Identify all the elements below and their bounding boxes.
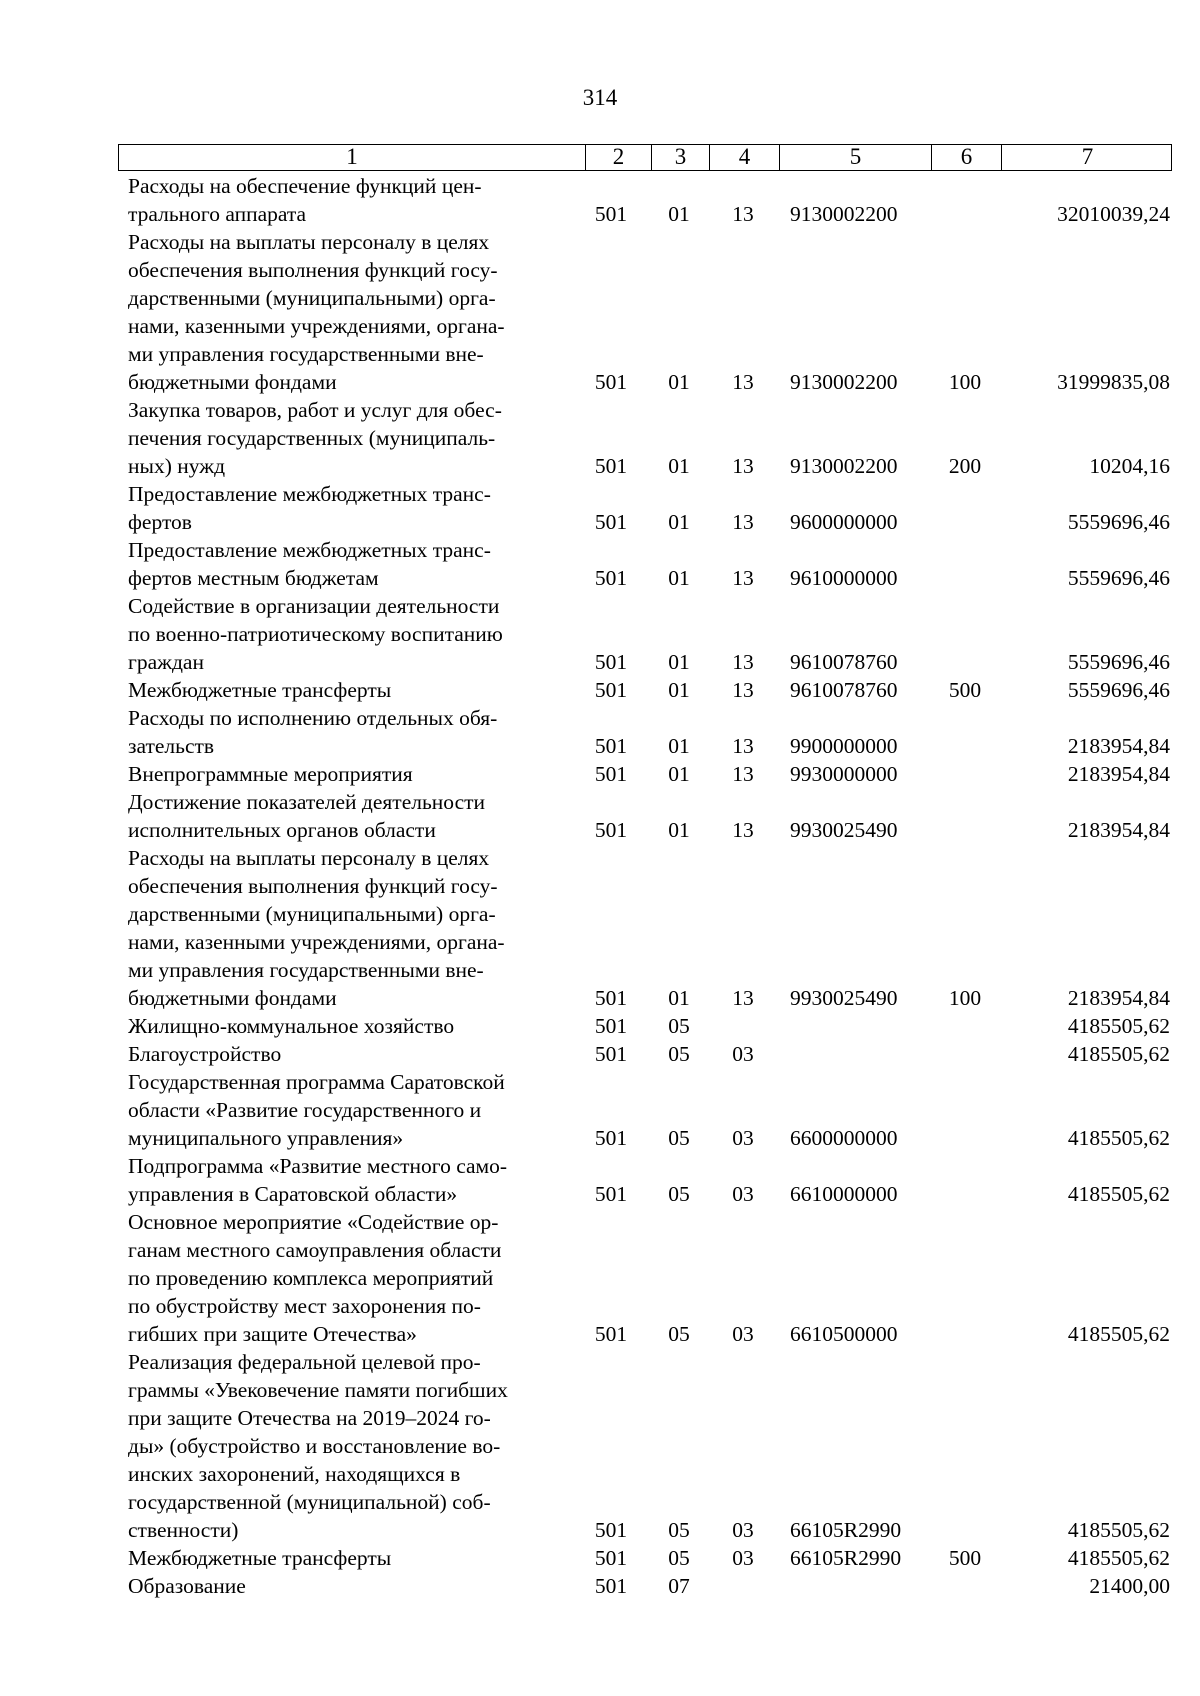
row-name-line: фертов <box>128 510 192 534</box>
row-amount: 5559696,46 <box>1067 566 1170 590</box>
row-name-line: бюджетными фондами <box>128 986 337 1010</box>
row-code-4: 13 <box>732 678 754 702</box>
row-name-line: по обустройству мест захоронения по- <box>128 1294 481 1318</box>
row-code-4: 13 <box>732 818 754 842</box>
row-name <box>128 844 572 1012</box>
row-code-4: 13 <box>732 510 754 534</box>
row-amount: 5559696,46 <box>1067 678 1170 702</box>
row-code-3: 05 <box>668 1546 690 1570</box>
row-code-4: 13 <box>732 202 754 226</box>
row-name-line: ганам местного самоуправления области <box>128 1238 502 1262</box>
row-name <box>128 396 572 480</box>
row-name-line: муниципального управления» <box>128 1126 404 1150</box>
row-amount: 5559696,46 <box>1067 650 1170 674</box>
header-col-5: 5 <box>779 145 931 170</box>
row-code-2: 501 <box>594 510 628 534</box>
table-row <box>128 1572 1172 1600</box>
row-name <box>128 1348 572 1544</box>
row-code-4: 13 <box>732 650 754 674</box>
row-code-2: 501 <box>594 1182 628 1206</box>
row-amount: 10204,16 <box>1089 454 1170 478</box>
header-col-2: 2 <box>585 145 651 170</box>
header-col-1: 1 <box>346 144 358 169</box>
row-name-line: Достижение показателей деятельности <box>128 790 486 814</box>
row-code-4: 13 <box>732 370 754 394</box>
row-amount: 2183954,84 <box>1067 818 1170 842</box>
row-name-line: Образование <box>128 1574 246 1598</box>
row-name-line: управления в Саратовской области» <box>128 1182 458 1206</box>
row-code-2: 501 <box>594 1322 628 1346</box>
row-code-2: 501 <box>594 454 628 478</box>
row-code-2: 501 <box>594 1546 628 1570</box>
row-name-line: ных) нужд <box>128 454 226 478</box>
row-code-5: 66105R2990 <box>790 1518 902 1542</box>
row-name-line: печения государственных (муниципаль- <box>128 426 496 450</box>
row-code-3: 01 <box>668 734 690 758</box>
table-row <box>128 1040 1172 1068</box>
row-name-line: Реализация федеральной целевой про- <box>128 1350 481 1374</box>
row-name-line: Закупка товаров, работ и услуг для обес- <box>128 398 502 422</box>
row-code-2: 501 <box>594 650 628 674</box>
row-name-line: при защите Отечества на 2019–2024 го- <box>128 1406 491 1430</box>
row-code-3: 01 <box>668 510 690 534</box>
row-code-5: 9930025490 <box>790 986 898 1010</box>
row-code-2: 501 <box>594 1518 628 1542</box>
row-name-line: государственной (муниципальной) соб- <box>128 1490 491 1514</box>
row-name-line: Жилищно-коммунальное хозяйство <box>128 1014 455 1038</box>
row-code-5: 9930000000 <box>790 762 898 786</box>
row-name-line: нами, казенными учреждениями, органа- <box>128 930 505 954</box>
header-col-3: 3 <box>651 145 709 170</box>
row-code-3: 01 <box>668 762 690 786</box>
row-code-5: 9600000000 <box>790 510 898 534</box>
row-code-2: 501 <box>594 986 628 1010</box>
row-name <box>128 172 572 228</box>
row-code-3: 05 <box>668 1322 690 1346</box>
row-code-5: 9900000000 <box>790 734 898 758</box>
row-code-2: 501 <box>594 202 628 226</box>
table-row <box>128 704 1172 760</box>
row-code-4: 13 <box>732 454 754 478</box>
row-code-4: 03 <box>732 1042 754 1066</box>
row-name-line: гибших при защите Отечества» <box>128 1322 417 1346</box>
row-code-6: 100 <box>948 986 982 1010</box>
row-code-5: 9930025490 <box>790 818 898 842</box>
table-row <box>128 1208 1172 1348</box>
row-amount: 4185505,62 <box>1067 1126 1170 1150</box>
row-code-4: 03 <box>732 1182 754 1206</box>
row-code-3: 01 <box>668 818 690 842</box>
row-code-3: 01 <box>668 454 690 478</box>
row-code-3: 05 <box>668 1014 690 1038</box>
row-code-5: 9610078760 <box>790 650 898 674</box>
table-row <box>128 1068 1172 1152</box>
row-code-5: 9130002200 <box>790 202 898 226</box>
row-name-line: ды» (обустройство и восстановление во- <box>128 1434 501 1458</box>
row-code-6: 200 <box>948 454 982 478</box>
row-amount: 2183954,84 <box>1067 762 1170 786</box>
row-name <box>128 788 572 844</box>
table-row <box>128 1152 1172 1208</box>
row-name-line: обеспечения выполнения функций госу- <box>128 874 498 898</box>
row-code-2: 501 <box>594 762 628 786</box>
row-code-3: 01 <box>668 202 690 226</box>
row-name-line: Предоставление межбюджетных транс- <box>128 538 491 562</box>
row-code-2: 501 <box>594 734 628 758</box>
row-code-4: 03 <box>732 1322 754 1346</box>
page-number: 314 <box>582 85 618 110</box>
row-amount: 4185505,62 <box>1067 1546 1170 1570</box>
row-name-line: Межбюджетные трансферты <box>128 678 392 702</box>
row-name <box>128 1040 572 1068</box>
row-code-5: 9610000000 <box>790 566 898 590</box>
table-row <box>128 1544 1172 1572</box>
row-name <box>128 1572 572 1600</box>
row-amount: 2183954,84 <box>1067 986 1170 1010</box>
row-name-line: Государственная программа Саратовской <box>128 1070 505 1094</box>
row-amount: 32010039,24 <box>1057 202 1170 226</box>
row-name-line: дарственными (муниципальными) орга- <box>128 286 496 310</box>
row-name-line: Содействие в организации деятельности <box>128 594 500 618</box>
row-name-line: Расходы по исполнению отдельных обя- <box>128 706 498 730</box>
row-name <box>128 1544 572 1572</box>
row-code-6: 100 <box>948 370 982 394</box>
row-code-2: 501 <box>594 818 628 842</box>
row-name-line: области «Развитие государственного и <box>128 1098 482 1122</box>
table-row <box>128 536 1172 592</box>
row-name <box>128 676 572 704</box>
row-name-line: фертов местным бюджетам <box>128 566 379 590</box>
table-body <box>128 172 1172 1600</box>
row-name-line: Расходы на выплаты персоналу в целях <box>128 846 490 870</box>
row-name <box>128 480 572 536</box>
row-code-4: 03 <box>732 1546 754 1570</box>
row-name-line: Межбюджетные трансферты <box>128 1546 392 1570</box>
row-name-line: Предоставление межбюджетных транс- <box>128 482 491 506</box>
row-code-3: 05 <box>668 1042 690 1066</box>
row-code-4: 13 <box>732 566 754 590</box>
row-code-4: 03 <box>732 1518 754 1542</box>
row-code-4: 03 <box>732 1126 754 1150</box>
row-code-2: 501 <box>594 1574 628 1598</box>
row-name-line: Внепрограммные мероприятия <box>128 762 413 786</box>
row-name <box>128 1012 572 1040</box>
row-code-3: 07 <box>668 1574 690 1598</box>
row-code-5: 9130002200 <box>790 454 898 478</box>
header-col-7: 7 <box>1001 145 1173 170</box>
row-amount: 4185505,62 <box>1067 1182 1170 1206</box>
row-name-line: Подпрограмма «Развитие местного само- <box>128 1154 508 1178</box>
row-amount: 2183954,84 <box>1067 734 1170 758</box>
row-name-line: граждан <box>128 650 204 674</box>
row-code-2: 501 <box>594 566 628 590</box>
row-code-5: 6610500000 <box>790 1322 898 1346</box>
table-row <box>128 844 1172 1012</box>
table-row <box>128 396 1172 480</box>
header-col-6: 6 <box>931 145 1001 170</box>
row-name <box>128 760 572 788</box>
row-name <box>128 592 572 676</box>
row-code-3: 01 <box>668 986 690 1010</box>
row-amount: 4185505,62 <box>1067 1014 1170 1038</box>
table-row <box>128 172 1172 228</box>
row-code-2: 501 <box>594 1042 628 1066</box>
row-name-line: ственности) <box>128 1518 239 1542</box>
row-code-5: 9130002200 <box>790 370 898 394</box>
table-row <box>128 676 1172 704</box>
row-name-line: граммы «Увековечение памяти погибших <box>128 1378 508 1402</box>
table-row <box>128 228 1172 396</box>
row-name-line: ми управления государственными вне- <box>128 342 484 366</box>
row-code-3: 05 <box>668 1126 690 1150</box>
row-code-3: 01 <box>668 650 690 674</box>
row-code-3: 05 <box>668 1182 690 1206</box>
row-name-line: обеспечения выполнения функций госу- <box>128 258 498 282</box>
row-code-5: 6610000000 <box>790 1182 898 1206</box>
row-name-line: инских захоронений, находящихся в <box>128 1462 461 1486</box>
row-name-line: дарственными (муниципальными) орга- <box>128 902 496 926</box>
row-code-5: 66105R2990 <box>790 1546 902 1570</box>
row-name <box>128 1068 572 1152</box>
row-name-line: Расходы на обеспечение функций цен- <box>128 174 482 198</box>
row-name <box>128 536 572 592</box>
row-code-4: 13 <box>732 762 754 786</box>
row-code-4: 13 <box>732 734 754 758</box>
row-name-line: Расходы на выплаты персоналу в целях <box>128 230 490 254</box>
row-code-6: 500 <box>948 1546 982 1570</box>
row-code-5: 6600000000 <box>790 1126 898 1150</box>
row-code-4: 13 <box>732 986 754 1010</box>
row-code-2: 501 <box>594 678 628 702</box>
row-name <box>128 704 572 760</box>
row-amount: 4185505,62 <box>1067 1042 1170 1066</box>
row-name-line: зательств <box>128 734 215 758</box>
row-code-2: 501 <box>594 1014 628 1038</box>
row-name-line: Благоустройство <box>128 1042 282 1066</box>
table-row <box>128 1348 1172 1544</box>
row-name-line: трального аппарата <box>128 202 307 226</box>
row-name-line: нами, казенными учреждениями, органа- <box>128 314 505 338</box>
row-amount: 4185505,62 <box>1067 1518 1170 1542</box>
row-code-5: 9610078760 <box>790 678 898 702</box>
row-amount: 31999835,08 <box>1057 370 1170 394</box>
row-amount: 5559696,46 <box>1067 510 1170 534</box>
row-name-line: ми управления государственными вне- <box>128 958 484 982</box>
row-name-line: Основное мероприятие «Содействие ор- <box>128 1210 499 1234</box>
row-amount: 4185505,62 <box>1067 1322 1170 1346</box>
row-code-6: 500 <box>948 678 982 702</box>
header-col-4: 4 <box>709 145 779 170</box>
row-code-3: 05 <box>668 1518 690 1542</box>
table-row <box>128 760 1172 788</box>
row-name <box>128 228 572 396</box>
row-code-2: 501 <box>594 1126 628 1150</box>
table-row <box>128 1012 1172 1040</box>
row-code-2: 501 <box>594 370 628 394</box>
row-name-line: по военно-патриотическому воспитанию <box>128 622 503 646</box>
table-row <box>128 592 1172 676</box>
row-code-3: 01 <box>668 370 690 394</box>
table-row <box>128 788 1172 844</box>
row-name-line: исполнительных органов области <box>128 818 436 842</box>
table-row <box>128 480 1172 536</box>
row-code-3: 01 <box>668 566 690 590</box>
row-name <box>128 1152 572 1208</box>
row-code-3: 01 <box>668 678 690 702</box>
row-name-line: по проведению комплекса мероприятий <box>128 1266 494 1290</box>
row-amount: 21400,00 <box>1089 1574 1170 1598</box>
row-name-line: бюджетными фондами <box>128 370 337 394</box>
row-name <box>128 1208 572 1348</box>
table-header <box>118 144 1172 171</box>
